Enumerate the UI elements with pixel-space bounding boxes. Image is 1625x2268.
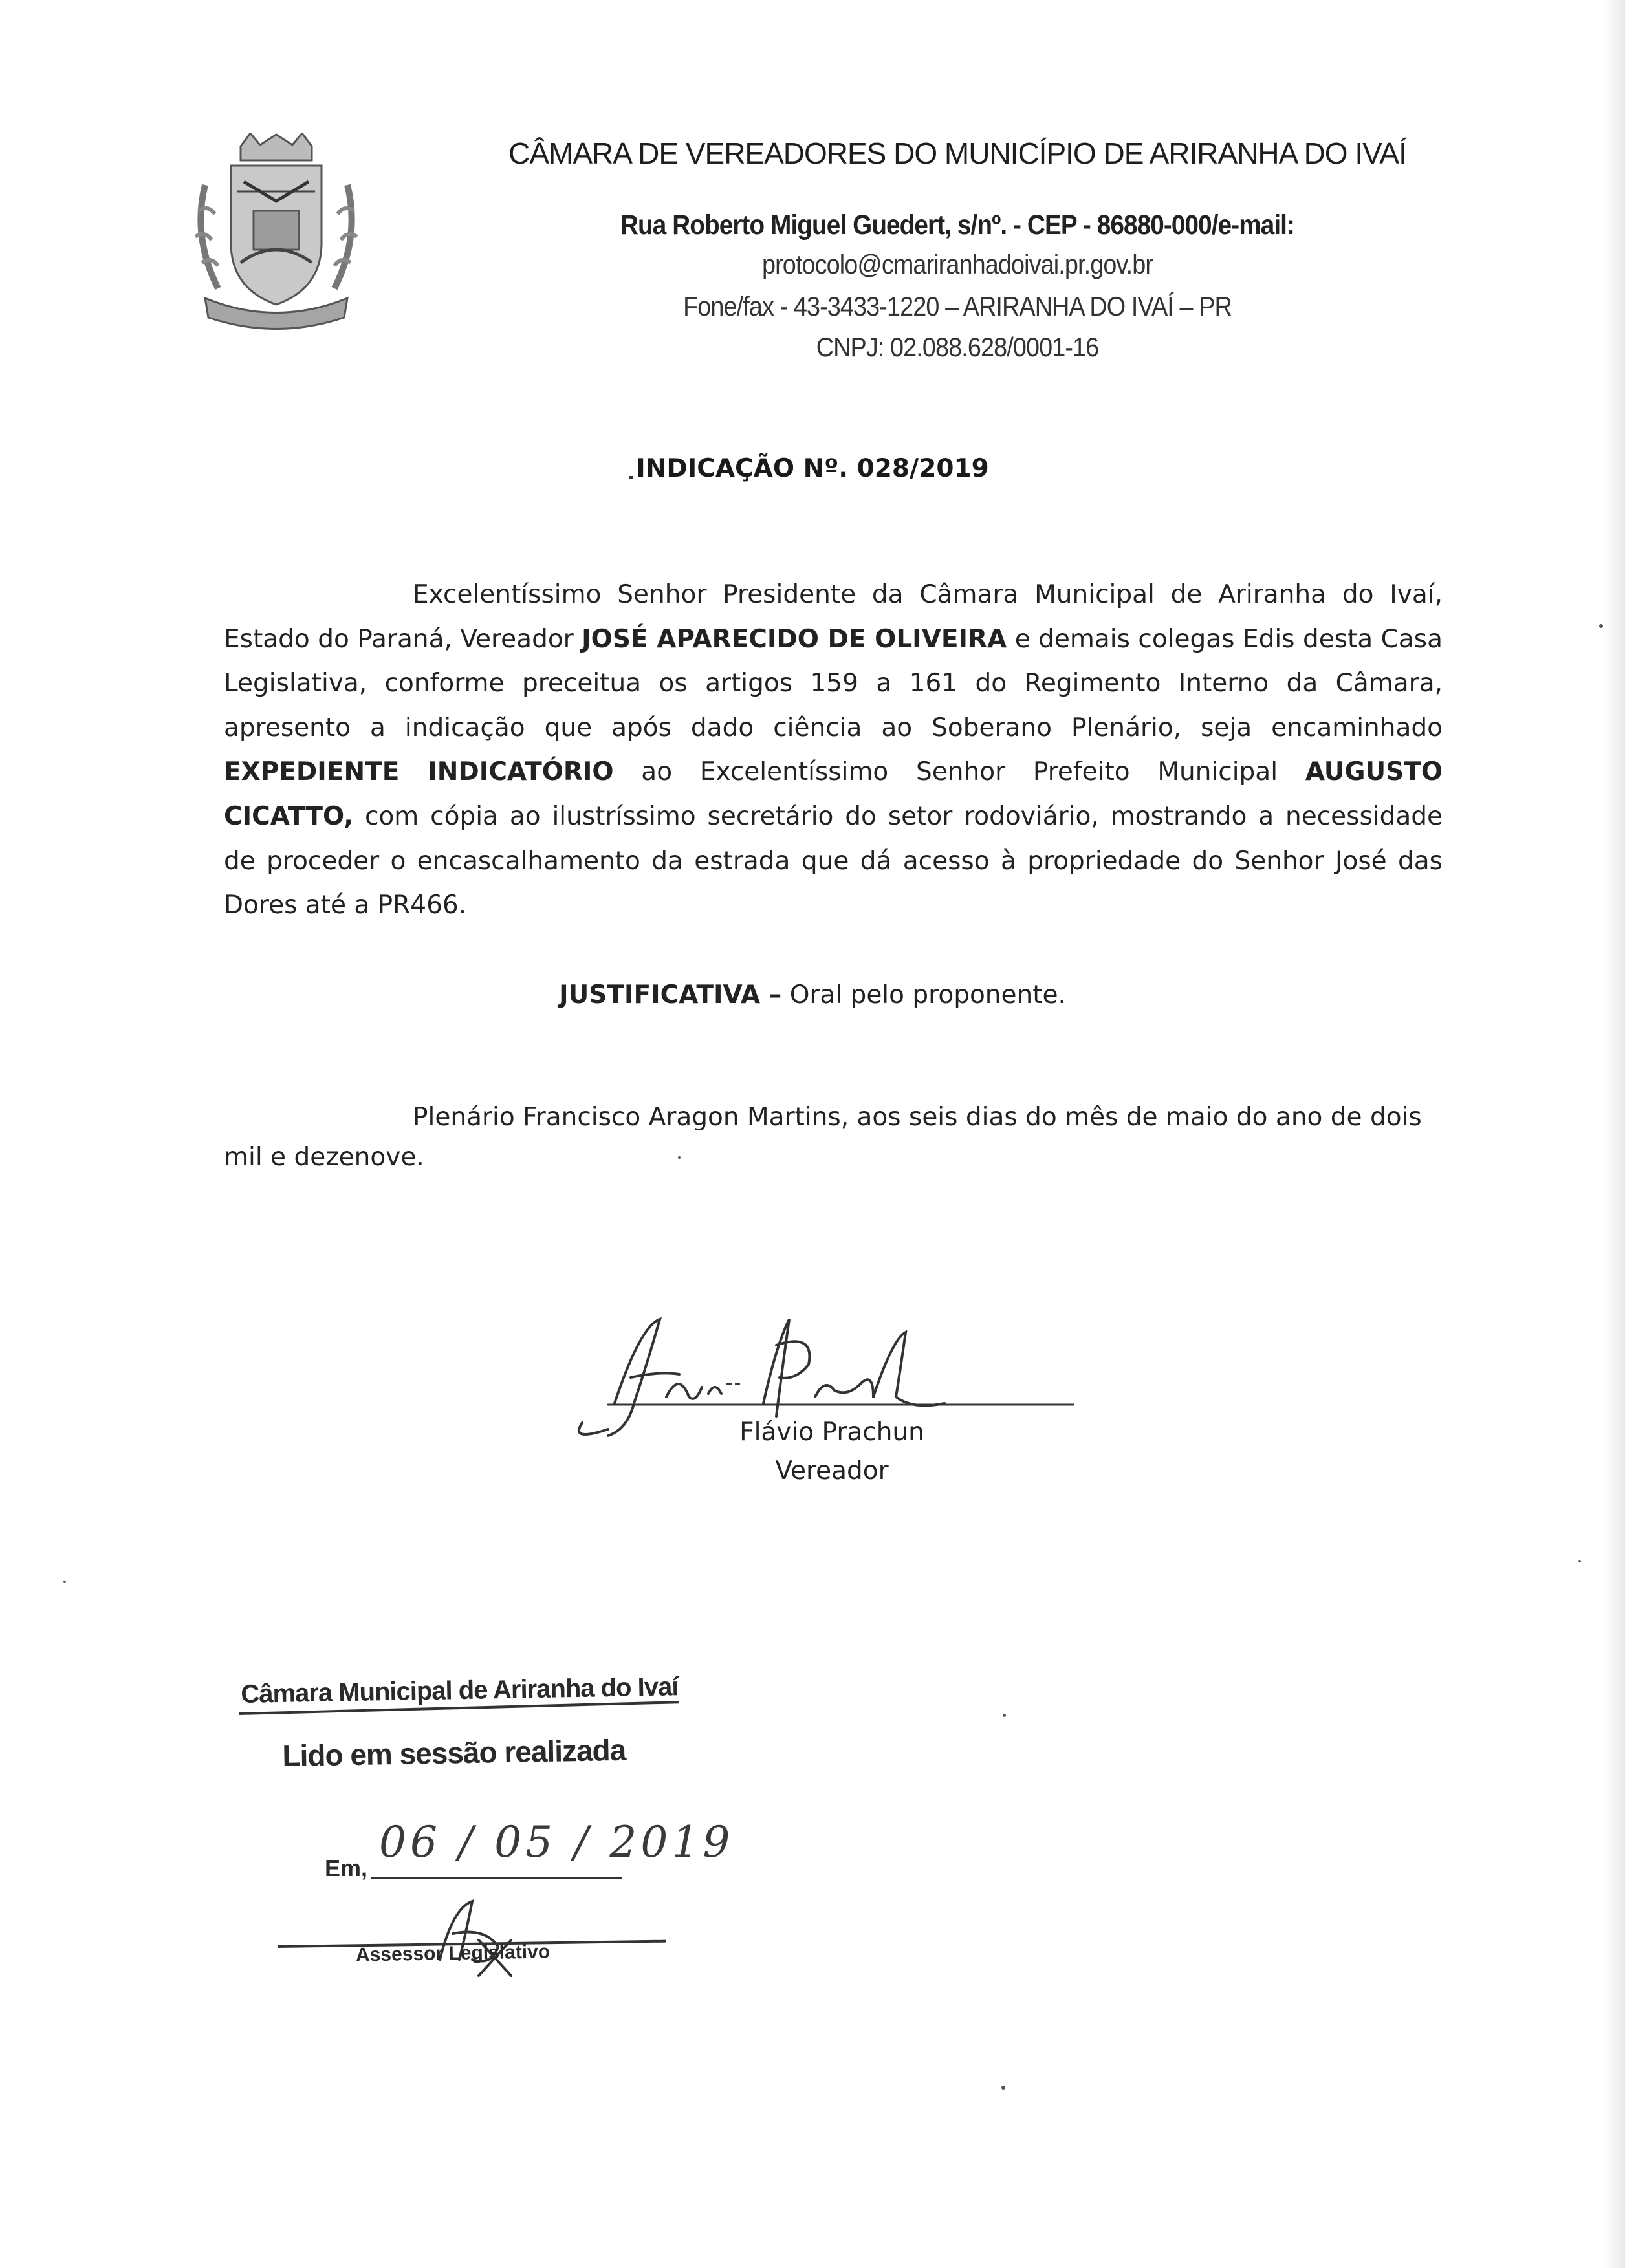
assessor-initials-signature [414,1895,543,1979]
chamber-phone: Fone/fax - 43-3433-1220 – ARIRANHA DO IVAÍ – PR [683,291,1232,321]
stamp-date-rule [371,1877,622,1879]
justification-label: JUSTIFICATIVA – [559,980,782,1010]
body-text-4: com cópia ao ilustríssimo secretário do setor rodoviário, mostrando a necessidade de proceder o encascalhamento da estrada que dá acesso à propriedade do Senhor José das Dores até a PR466. [224,801,1443,920]
scan-speck [1003,1714,1006,1717]
scan-speck [1599,624,1603,628]
body-text-1: Excelentíssimo Senhor Presidente da Câmara Municipal de Ariranha do Ivaí, Estado do Paraná, Vereador [224,580,1443,654]
justification-text: Oral pelo proponente. [781,980,1066,1010]
closing-paragraph: Plenário Francisco Aragon Martins, aos seis dias do mês de maio do ano de dois mil e dezenove. [224,1103,1422,1172]
stamp-handwritten-date: 06 / 05 / 2019 [379,1817,734,1867]
signer-role: Vereador [775,1456,889,1485]
chamber-address: Rua Roberto Miguel Guedert, s/nº. - CEP - 86880-000/e-mail: [620,210,1295,241]
stamp-assessor-label: Assessor Legislativo [355,1941,551,1966]
body-bold-expediente: EXPEDIENTE INDICATÓRIO [224,757,614,787]
signer-name: Flávio Prachun [739,1418,924,1447]
page-edge-shadow [1603,0,1625,2268]
body-text-3: ao Excelentíssimo Senhor Prefeito Municipal [613,757,1305,787]
municipal-coat-of-arms-icon [179,133,374,334]
scan-speck [1578,1560,1581,1562]
scan-speck [678,1156,681,1159]
body-text-2: e demais colegas Edis desta Casa Legislativa, conforme preceitua os artigos 159 a 161 do Regimento Interno da Câmara, apresento a indicação que após dado ciência ao Soberano Plenário, seja encaminhado [224,624,1443,742]
stamp-chamber-name: Câmara Municipal de Ariranha do Ivaí [241,1672,679,1709]
document-title: INDICAÇÃO Nº. 028/2019 [636,454,989,483]
chamber-email: protocolo@cmariranhadoivai.pr.gov.br [761,249,1153,279]
body-paragraph [224,573,1443,928]
chamber-title: CÂMARA DE VEREADORES DO MUNICÍPIO DE ARIRANHA DO IVAÍ [508,136,1406,170]
scan-speck [1001,2086,1005,2090]
body-bold-councilman: JOSÉ APARECIDO DE OLIVEIRA [582,624,1007,654]
chamber-cnpj: CNPJ: 02.088.628/0001-16 [816,332,1099,362]
body-bold-mayor: AUGUSTO CICATTO, [224,757,1443,831]
justification [0,980,1625,1010]
stamp-date-label: Em, [325,1855,368,1881]
scan-speck [63,1581,66,1583]
stamp-read-in-session: Lido em sessão realizada [282,1733,626,1773]
